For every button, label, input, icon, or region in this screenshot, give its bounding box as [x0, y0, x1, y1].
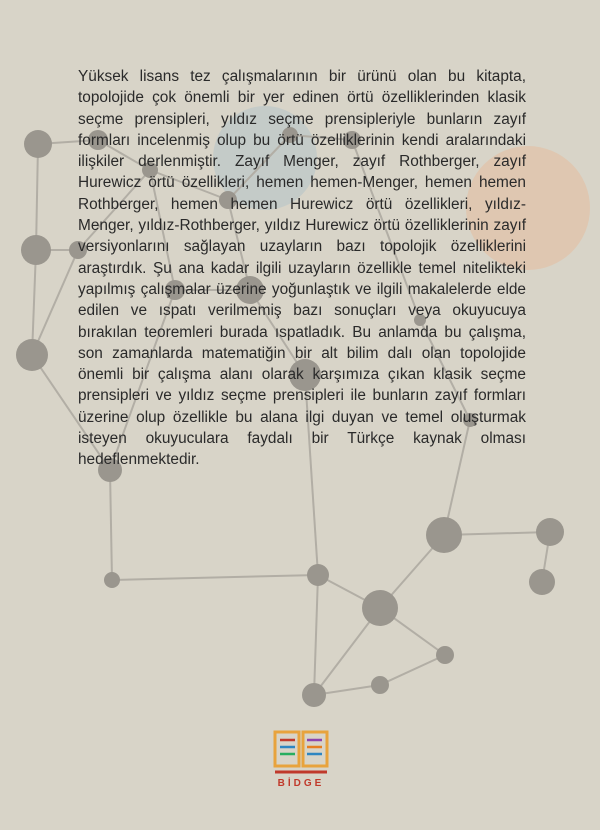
network-node	[371, 676, 389, 694]
publisher-name: BİDGE	[277, 778, 325, 789]
back-cover-blurb: Yüksek lisans tez çalışmalarının bir ürünü olan bu kitapta, topolojide çok önemli bir yer edinen örtü özelliklerinden klasik seçme prensipleri, yıldız seçme prensipleriyle bunların zayıf formları incelenmiş olup bu örtü özelliklerinin kendi aralarındaki ilişkiler derlenmiştir. Zayıf Menger, zayıf Rothberger, zayıf Hurewicz örtü özellikleri, hemen hemen-Menger, hemen hemen Rothberger, hemen hemen Hurewicz örtü özellikleri, yıldız-Menger, yıldız-Rothberger, yıldız Hurewicz örtü özelliklerinin zayıf versiyonlarını sağlayan uzayların bazı topolojik özelliklerini araştırdık. Şu ana kadar ilgili uzayların özellikle temel nitelikteki yapılmış çalışmalar üzerine yoğunlaştık ve ilgili makalelerde elde edilen ve ıspatı verilmemiş bazı sonuçları veya okuyucuya bırakılan teoremleri burada ıspatladık. Bu anlamda bu çalışma, son zamanlarda matematiğin bir alt bilim dalı olan topolojide önemli bir çalışma alanı olarak karşımıza çıkan klasik seçme prensipleri ve yıldız seçme prensipleri ile bunların zayıf formları üzerine olup özellikle bu alana ilgi duyan ve temel oluşturmak isteyen okuyuculara faydalı bir Türkçe kaynak olması hedeflenmektedir.	[78, 68, 526, 469]
network-node	[307, 564, 329, 586]
book-logo-icon	[271, 728, 331, 778]
network-node	[436, 646, 454, 664]
network-node	[302, 683, 326, 707]
network-node	[104, 572, 120, 588]
network-node	[426, 517, 462, 553]
network-node	[362, 590, 398, 626]
network-node	[16, 339, 48, 371]
network-node	[529, 569, 555, 595]
network-node	[21, 235, 51, 265]
network-node	[24, 130, 52, 158]
network-node	[536, 518, 564, 546]
